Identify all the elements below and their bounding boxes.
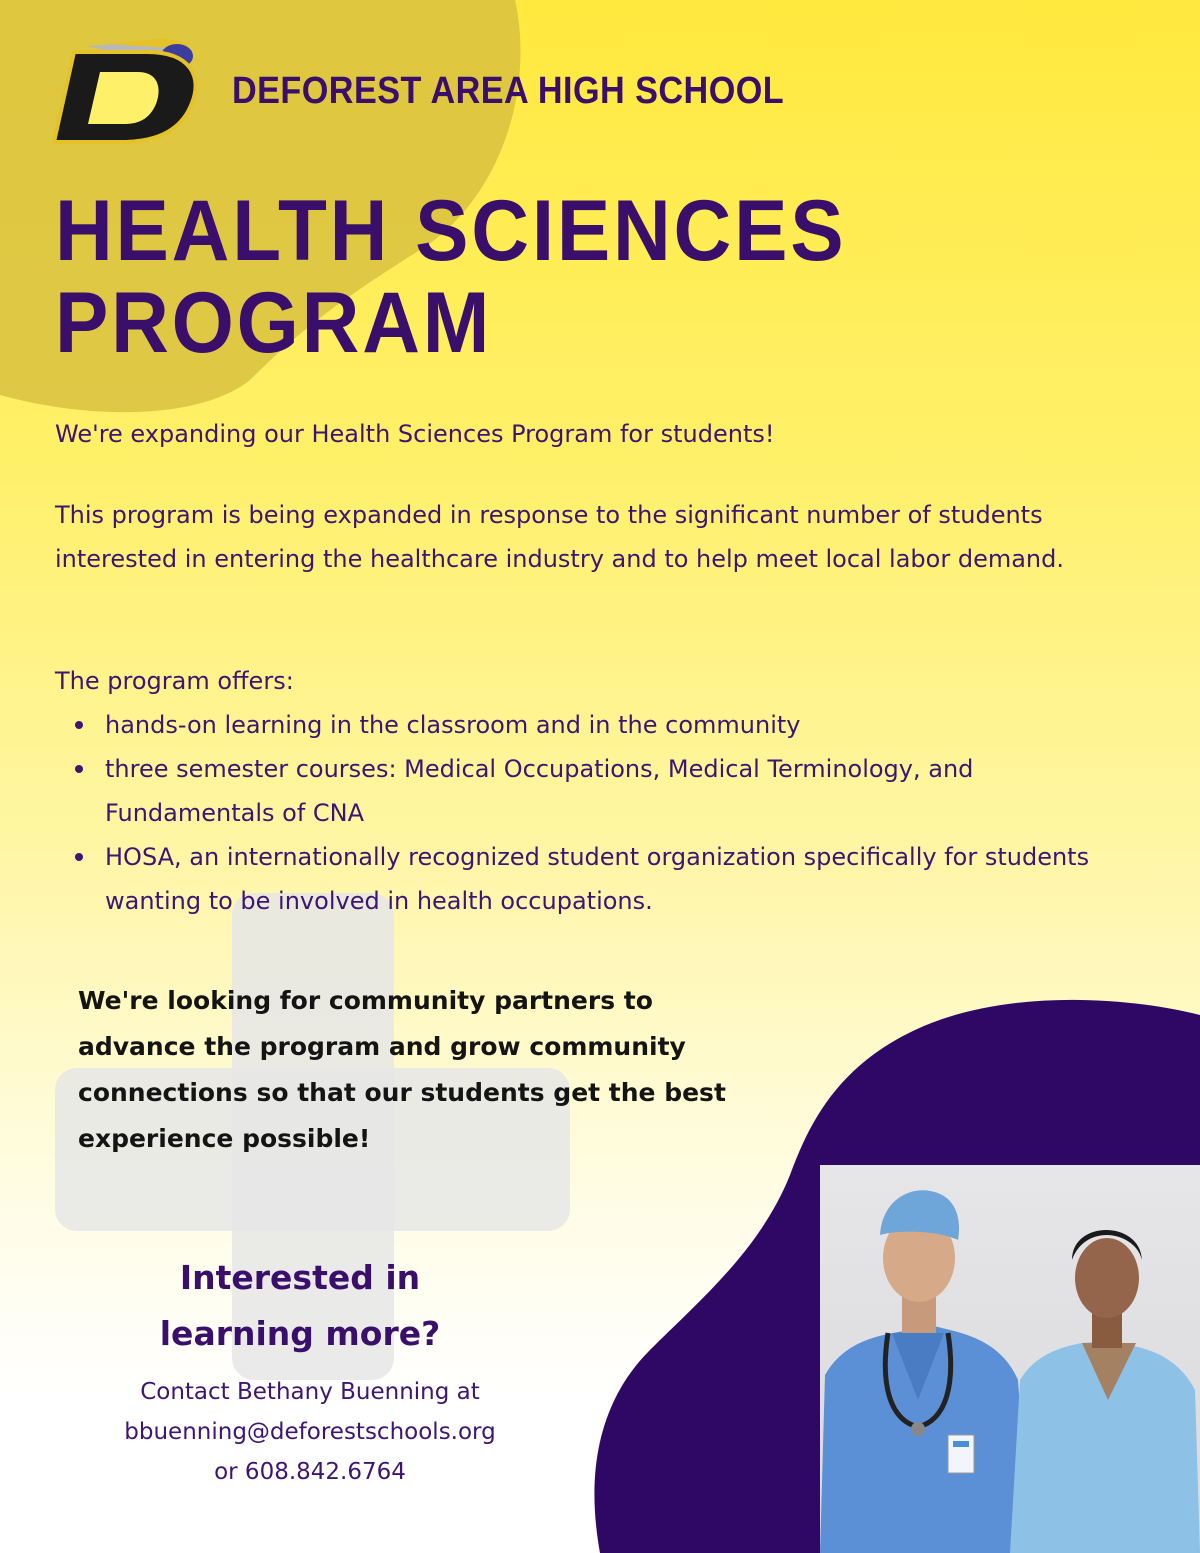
contact-name: Contact Bethany Buenning at bbox=[140, 1379, 480, 1405]
cta-heading-line-2: learning more? bbox=[159, 1314, 441, 1353]
offers-list-item: three semester courses: Medical Occupations, Medical Terminology, and Fundamentals of CNA bbox=[55, 747, 1145, 835]
healthcare-workers-photo bbox=[820, 1165, 1200, 1553]
contact-block bbox=[60, 1372, 560, 1492]
program-title-line-1: HEALTH SCIENCES bbox=[55, 183, 847, 279]
school-name: DEFOREST AREA HIGH SCHOOL bbox=[232, 70, 785, 112]
cta-heading bbox=[100, 1250, 500, 1362]
program-title-line-2: PROGRAM bbox=[55, 275, 493, 371]
school-logo bbox=[52, 38, 197, 146]
contact-phone[interactable]: or 608.842.6764 bbox=[214, 1459, 406, 1485]
partners-callout: We're looking for community partners to advance the program and grow community connections so that our students get the best experience possible! bbox=[78, 986, 726, 1153]
offers-list-item: hands-on learning in the classroom and in the community bbox=[55, 703, 1145, 747]
contact-email[interactable]: bbuenning@deforestschools.org bbox=[124, 1419, 496, 1445]
program-description: This program is being expanded in response to the significant number of students interested in entering the healthcare industry and to help meet local labor demand. bbox=[55, 501, 1064, 573]
intro-text: We're expanding our Health Sciences Program for students! bbox=[55, 420, 775, 448]
offers-list-item: HOSA, an internationally recognized student organization specifically for students wanting to be involved in health occupations. bbox=[55, 835, 1145, 923]
program-title bbox=[55, 185, 985, 369]
cta-heading-line-1: Interested in bbox=[179, 1258, 421, 1297]
offers-list bbox=[55, 703, 1145, 923]
offers-heading: The program offers: bbox=[55, 667, 294, 695]
